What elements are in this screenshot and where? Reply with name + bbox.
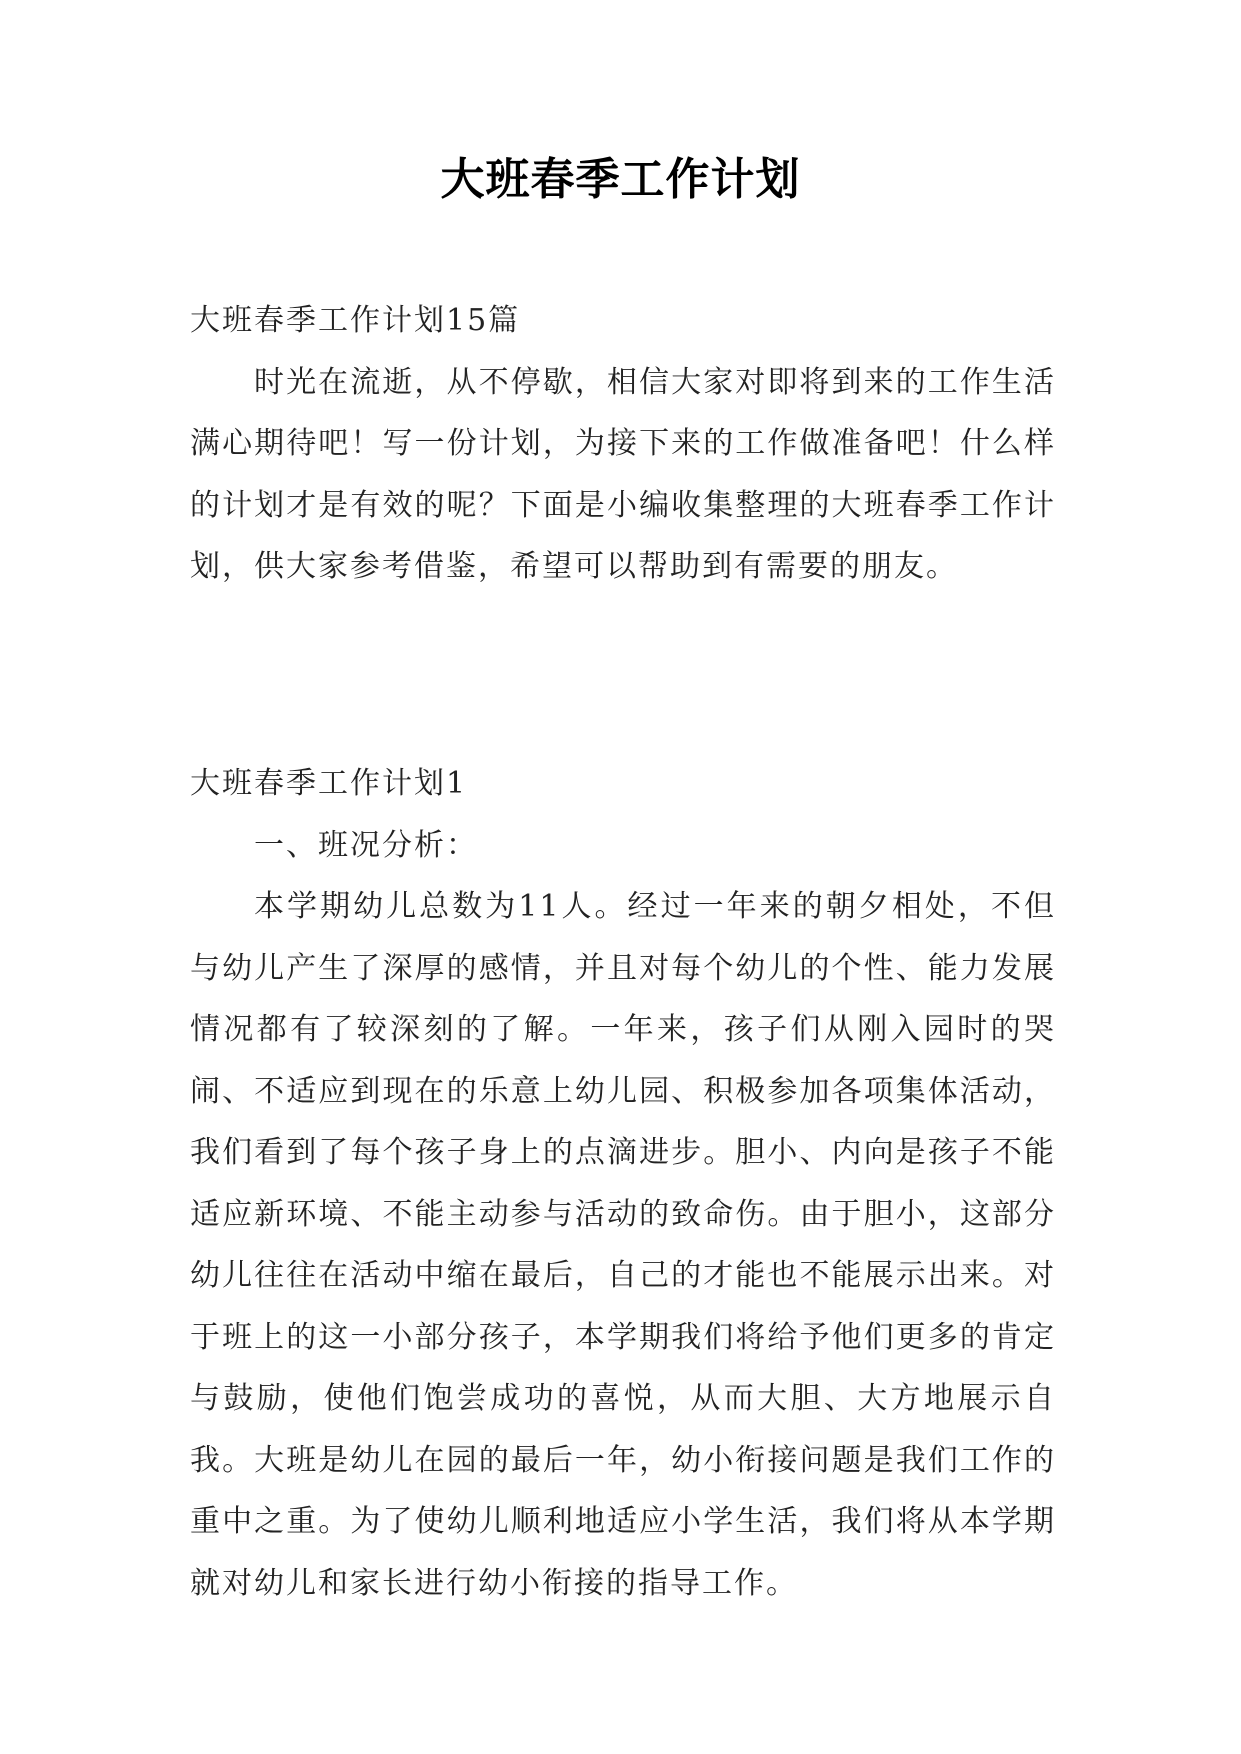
- document-subtitle: 大班春季工作计划15篇: [190, 303, 521, 338]
- intro-block: [190, 290, 1056, 598]
- document-title: 大班春季工作计划: [440, 154, 801, 205]
- intro-paragraph: 时光在流逝，从不停歇，相信大家对即将到来的工作生活满心期待吧！写一份计划，为接下来的工作做准备吧！什么样的计划才是有效的呢？下面是小编收集整理的大班春季工作计划，供大家参考借鉴，希望可以帮助到有需要的朋友。: [190, 364, 1056, 584]
- section-1-heading: 大班春季工作计划1: [190, 766, 468, 801]
- section-1-paragraph: 本学期幼儿总数为11人。经过一年来的朝夕相处，不但与幼儿产生了深厚的感情，并且对每个幼儿的个性、能力发展情况都有了较深刻的了解。一年来，孩子们从刚入园时的哭闹、不适应到现在的乐意上幼儿园、积极参加各项集体活动，我们看到了每个孩子身上的点滴进步。胆小、内向是孩子不能适应新环境、不能主动参与活动的致命伤。由于胆小，这部分幼儿往往在活动中缩在最后，自己的才能也不能展示出来。对于班上的这一小部分孩子，本学期我们将给予他们更多的肯定与鼓励，使他们饱尝成功的喜悦，从而大胆、大方地展示自我。大班是幼儿在园的最后一年，幼小衔接问题是我们工作的重中之重。为了使幼儿顺利地适应小学生活，我们将从本学期就对幼儿和家长进行幼小衔接的指导工作。: [190, 889, 1056, 1601]
- section-1-subheading: 一、班况分析：: [254, 827, 478, 863]
- section-1: [190, 753, 1056, 1614]
